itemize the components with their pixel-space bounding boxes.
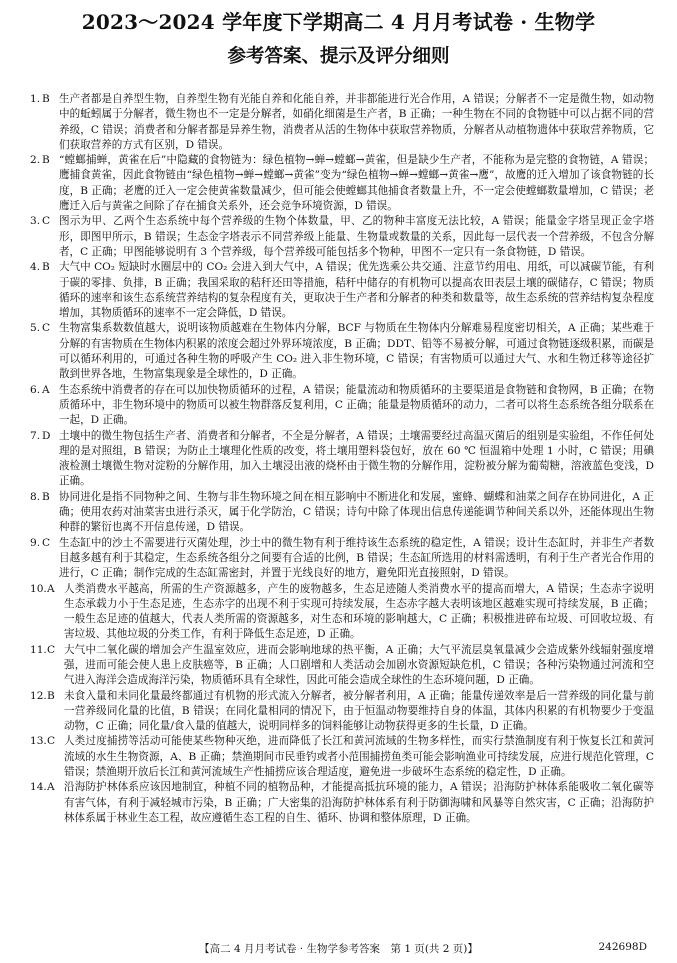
answer-number: 3. xyxy=(30,215,41,228)
answer-item xyxy=(30,780,654,826)
answer-choice: A xyxy=(47,582,55,595)
answer-number: 4. xyxy=(30,261,41,274)
answer-number: 14. xyxy=(30,781,47,794)
answer-explanation: 生产者都是自养型生物，自养型生物有光能自养和化能自养，并非都能进行光合作用，A 错误；分解者不一定是微生物，如动物中的蚯蚓属于分解者，微生物也不一定是分解者，如硝化细菌是生产者，B 正确；一种生物在不同的食物链中可以占据不同的营养级，C 错误；消费者和分解者都是异养生物，消费者从活的生物体中获取营养物质，分解者从动植物遗体中获取营养物质，它们获取营养的方式有区别，D 错误。 xyxy=(59,93,654,151)
answer-item xyxy=(30,153,654,214)
answer-item xyxy=(30,643,654,689)
answer-item xyxy=(30,490,654,536)
answer-explanation: 图示为甲、乙两个生态系统中每个营养级的生物个体数量，甲、乙的物种丰富度无法比较，A 错误；能量金字塔呈现正金字塔形，即图甲所示，B 错误；生态金字塔表示不同营养级上能量、生物量或数量的关系，因此每一层代表一个营养级，不包含分解者，C 正确；甲图能够说明有 3 个营养级，每个营养级可能包括多个物种，甲图不一定只有一条食物链，D 错误。 xyxy=(59,215,654,258)
answer-item xyxy=(30,689,654,735)
answer-number: 5. xyxy=(30,322,41,335)
answer-explanation: 生态系统中消费者的存在可以加快物质循环的过程，A 错误；能量流动和物质循环的主要渠道是食物链和食物网，B 正确；在物质循环中，非生物环境中的物质可以被生物群落反复利用，C 正确；能量是物质循环的动力，二者可以将生态系统各组分联系在一起，D 正确。 xyxy=(59,383,654,427)
answer-choice: D xyxy=(42,429,51,442)
answer-item xyxy=(30,383,654,429)
page-footer xyxy=(0,941,677,955)
answer-list xyxy=(30,92,654,826)
answer-number: 8. xyxy=(30,490,41,503)
answer-explanation: 人类过度捕捞等活动可能使某些物种灭绝，进而降低了长江和黄河流域的生物多样性，而实行禁渔制度有利于恢复长江和黄河流域的水生生物资源，A、B 正确；禁渔期间市民垂钓或者小范围捕捞鱼类可能会影响渔业可持续发展，应进行规范化管理，C 错误；禁渔期开放后长江和黄河流域生产性捕捞应该合理适度，避免进一步破坏生态系统的稳定性，D 正确。 xyxy=(64,735,654,779)
answer-choice: C xyxy=(47,735,56,748)
answer-number: 1. xyxy=(30,93,41,105)
answer-item xyxy=(30,582,654,643)
answer-item xyxy=(30,214,654,260)
answer-explanation: “螳螂捕蝉，黄雀在后”中隐藏的食物链为：绿色植物→蝉→螳螂→黄雀，但是缺少生产者，不能称为是完整的食物链，A 错误；鹰捕食黄雀，因此食物链由“绿色植物→蝉→螳螂→黄雀”变为“绿色植物→蝉→螳螂→黄雀→鹰”，故鹰的迁入增加了该食物链的长度，B 正确；老鹰的迁入一定会使黄雀数量减少，但可能会使螳螂其他捕食者数量上升，不一定会使螳螂数量增加，C 错误；老鹰迁入后与黄雀之间除了存在捕食关系外，还会竞争环境资源，D 错误。 xyxy=(59,154,654,213)
answer-choice: B xyxy=(42,154,50,167)
answer-choice: C xyxy=(42,215,51,228)
answer-choice: C xyxy=(47,643,56,656)
answer-choice: A xyxy=(42,383,50,396)
answer-choice: A xyxy=(47,781,55,794)
answer-number: 9. xyxy=(30,536,41,549)
answer-item xyxy=(30,321,654,382)
answer-choice: B xyxy=(42,261,50,274)
answer-number: 12. xyxy=(30,689,47,702)
answer-item xyxy=(30,260,654,321)
answer-explanation: 大气中 CO₂ 短缺时水圈层中的 CO₂ 会进入到大气中，A 错误；优先选乘公共交通、注意节约用电、用纸，可以减碳节能，有利于碳的零排、负排，B 正确；我国采取的秸秆还田等措施，秸秆中储存的有机物可以提高农田表层土壤的碳储存，C 错误；物质循环的速率和该生态系统营养结构的复杂程度有关，更取决于生产者和分解者的种类和数量等，故生态系统的营养结构复杂程度增加，其物质循环的速率不一定会降低，D 错误。 xyxy=(59,261,654,320)
answer-item xyxy=(30,92,654,153)
answer-number: 7. xyxy=(30,429,41,442)
answer-explanation: 土壤中的微生物包括生产者、消费者和分解者，不全是分解者，A 错误；土壤需要经过高温灭菌后的组别是实验组，不作任何处理的是对照组，B 错误；为防止土壤理化性质的改变，将土壤用塑料袋包好，放在 60 ℃ 恒温箱中处理 1 小时，C 错误；用碘液检测土壤微生物对淀粉的分解作用，加入土壤浸出液的烧杯由于微生物的分解作用，淀粉被分解为葡萄糖，溶液蓝色变浅，D 正确。 xyxy=(59,429,654,488)
page-subtitle: 参考答案、提示及评分细则 xyxy=(227,46,450,67)
answer-choice: B xyxy=(47,689,55,702)
answer-item xyxy=(30,734,654,780)
footer-code: 242698D xyxy=(598,941,647,953)
answer-explanation: 人类消费水平越高，所需的生产资源越多，产生的废物越多，生态足迹随人类消费水平的提高而增大，A 错误；生态赤字说明生态承载力小于生态足迹，生态赤字的出现不利于实现可持续发展，生态赤字越大表明该地区越难实现可持续发展，B 正确；一般生态足迹的值越大，代表人类所需的资源越多，对生态和环境的影响越大，C 正确；积极推进碎布垃圾、可回收垃圾、有害垃圾、其他垃圾的分类工作，有利于降低生态足迹，D 正确。 xyxy=(64,582,654,641)
page-title: 2023～2024 学年度下学期高二 4 月月考试卷 · 生物学 xyxy=(81,10,596,34)
answer-item xyxy=(30,536,654,582)
answer-explanation: 未食入量和未同化量最终都通过有机物的形式流入分解者，被分解者利用，A 正确；能量传递效率是后一营养级的同化量与前一营养级同化量的比值，B 错误；在同化量相同的情况下，由于恒温动物要维持自身的体温，其体内积累的有机物要少于变温动物，C 正确；同化量/食入量的值越大，说明同样多的饲料能够让动物获得更多的生长量，D 正确。 xyxy=(64,689,654,733)
answer-number: 6. xyxy=(30,383,41,396)
footer-text: 【高二 4 月月考试卷 · 生物学参考答案 第 1 页(共 2 页)】 xyxy=(199,943,478,955)
answer-choice: B xyxy=(42,93,50,105)
answer-explanation: 协同进化是指不同物种之间、生物与非生物环境之间在相互影响中不断进化和发展，蜜蜂、蝴蝶和油菜之间存在协同进化，A 正确；使用农药对油菜害虫进行杀灭，属于化学防治，C 错误；诗句中除了体现出信息传递能调节种间关系以外，还能体现出生物种群的繁衍也离不开信息传递，D 错误。 xyxy=(59,490,654,534)
answer-number: 2. xyxy=(30,154,41,167)
answer-item xyxy=(30,429,654,490)
answer-explanation: 大气中二氧化碳的增加会产生温室效应，进而会影响地球的热平衡，A 正确；大气平流层臭氧量减少会造成紫外线辐射强度增强，进而可能会使人患上皮肤癌等，B 正确；人口剧增和人类活动会加剧水资源短缺危机，C 错误；各种污染物通过河流和空气进入海洋会造成海洋污染，物质循环具有全球性，因此可能会造成全球性的生态环境问题，D 正确。 xyxy=(64,643,654,687)
answer-explanation: 生态缸中的沙土不需要进行灭菌处理，沙土中的微生物有利于维持该生态系统的稳定性，A 错误；设计生态缸时，并非生产者数目越多越有利于其稳定，生态系统各组分之间要有合适的比例，B 错误；生态缸所选用的材料需透明，有利于生产者光合作用的进行，C 正确；制作完成的生态缸需密封，并置于光线良好的地方，避免阳光直接照射，D 错误。 xyxy=(59,536,654,580)
answer-choice: C xyxy=(42,536,51,549)
answer-number: 11. xyxy=(30,643,47,656)
answer-number: 10. xyxy=(30,582,47,595)
answer-explanation: 生物富集系数数值越大，说明该物质越难在生物体内分解，BCF 与物质在生物体内分解难易程度密切相关，A 正确；某些难于分解的有害物质在生物体内积累的浓度会超过外界环境浓度，B 正确；DDT、铅等不易被分解，可通过食物链逐级积累，而碳是可以循环利用的，可通过各种生物的呼吸产生 CO₂ 进入非生物环境，C 错误；有害物质可以通过大气、水和生物迁移等途径扩散到世界各地，生物富集现象是全球性的，D 正确。 xyxy=(59,322,654,381)
answer-choice: C xyxy=(42,322,51,335)
answer-explanation: 沿海防护林体系应该因地制宜，种植不同的植物品种，才能提高抵抗环境的能力，A 错误；沿海防护林体系能吸收二氧化碳等有害气体，有利于减轻城市污染，B 正确；广大密集的沿海防护林体系有利于防御海啸和风暴等自然灾害，C 正确；沿海防护林体系属于林业生态工程，故应遵循生态工程的自生、循环、协调和整体原理，D 正确。 xyxy=(64,781,654,824)
answer-choice: B xyxy=(42,490,50,503)
answer-number: 13. xyxy=(30,735,47,748)
